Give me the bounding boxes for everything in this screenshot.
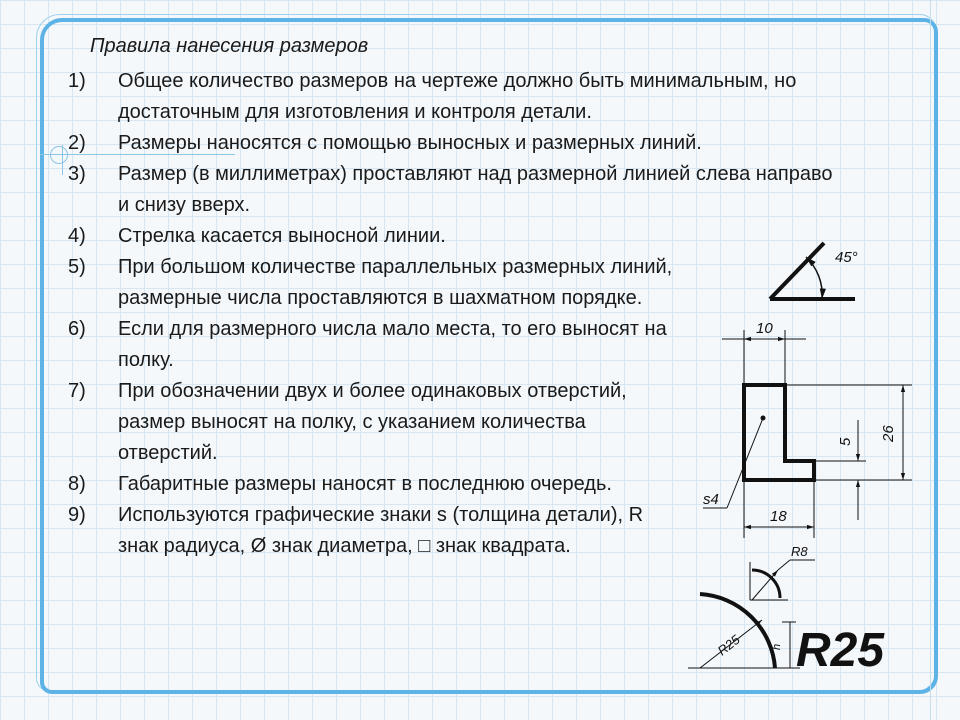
page-title: Правила нанесения размеров bbox=[90, 35, 369, 57]
part-figure bbox=[703, 320, 912, 538]
item-number: 1) bbox=[68, 70, 86, 92]
item-text: Общее количество размеров на чертеже должно быть минимальным, но достаточным для изготовления и контроля детали. bbox=[118, 70, 797, 123]
radius-small-label: R8 bbox=[791, 544, 808, 559]
dim-top: 10 bbox=[756, 320, 773, 337]
dim-bottom: 18 bbox=[770, 508, 787, 525]
item-text: Габаритные размеры наносят в последнюю очередь. bbox=[118, 473, 612, 495]
item-number: 4) bbox=[68, 225, 86, 247]
item-text: Используются графические знаки s (толщина детали), R знак радиуса, Ø знак диаметра, □ знак квадрата. bbox=[118, 504, 644, 557]
item-number: 3) bbox=[68, 163, 86, 185]
height-mark: h bbox=[771, 643, 783, 650]
item-number: 8) bbox=[68, 473, 86, 495]
item-text: Если для размерного числа мало места, то его выносят на полку. bbox=[118, 318, 667, 371]
radius-arc-label: R25 bbox=[714, 631, 743, 659]
angle-label: 45° bbox=[835, 249, 858, 266]
radius-big-label: R25 bbox=[796, 624, 885, 677]
item-text: При большом количестве параллельных размерных линий, размерные числа проставляются в шахматном порядке. bbox=[118, 256, 673, 309]
dim-inner: 5 bbox=[837, 437, 854, 446]
thickness-label: s4 bbox=[703, 491, 719, 508]
item-text: Размеры наносятся с помощью выносных и размерных линий. bbox=[118, 132, 702, 154]
item-number: 2) bbox=[68, 132, 86, 154]
item-text: Стрелка касается выносной линии. bbox=[118, 225, 446, 247]
item-text: Размер (в миллиметрах) проставляют над размерной линией слева направо и снизу вверх. bbox=[118, 163, 833, 216]
item-number: 5) bbox=[68, 256, 86, 278]
radius-small-figure bbox=[750, 544, 815, 600]
item-text: При обозначении двух и более одинаковых отверстий, размер выносят на полку, с указанием количества отверстий. bbox=[118, 380, 627, 464]
radius-arc-figure bbox=[688, 594, 800, 668]
item-number: 7) bbox=[68, 380, 86, 402]
angle-figure bbox=[770, 243, 858, 299]
item-number: 6) bbox=[68, 318, 86, 340]
item-number: 9) bbox=[68, 504, 86, 526]
dim-right: 26 bbox=[880, 425, 897, 442]
